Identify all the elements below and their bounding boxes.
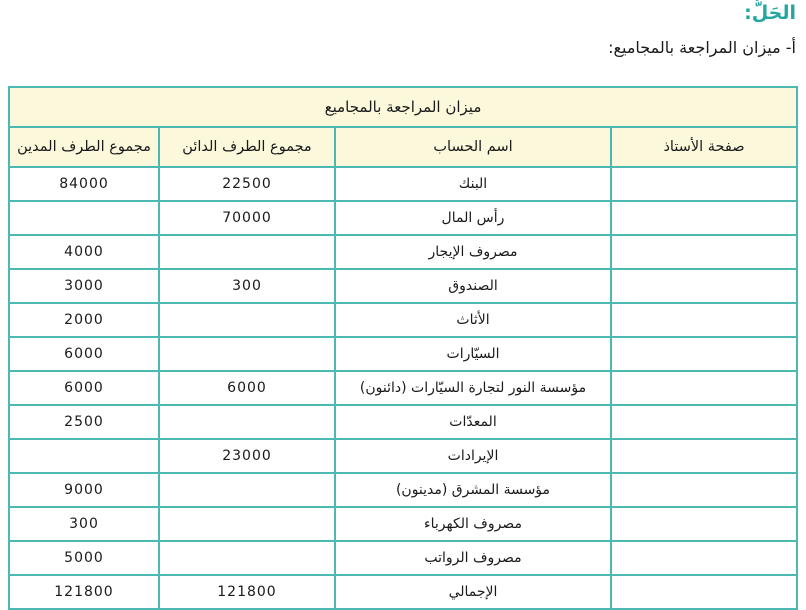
cell-credit-total [159, 303, 335, 337]
table-row [9, 405, 797, 439]
cell-account-name: مؤسسة المشرق (مدينون) [335, 473, 611, 507]
column-header-credit-total: مجموع الطرف الدائن [159, 127, 335, 167]
cell-ledger-page [611, 371, 797, 405]
cell-account-name: الأثاث [335, 303, 611, 337]
cell-account-name: مصروف الكهرباء [335, 507, 611, 541]
table-row [9, 371, 797, 405]
cell-account-name: مصروف الرواتب [335, 541, 611, 575]
cell-debit-total: 2000 [9, 303, 159, 337]
table-row [9, 473, 797, 507]
table-head [9, 87, 797, 167]
table-row [9, 439, 797, 473]
cell-credit-total: 121800 [159, 575, 335, 609]
cell-account-name: الصندوق [335, 269, 611, 303]
table-row [9, 235, 797, 269]
section-heading: أ- ميزان المراجعة بالمجاميع: [608, 38, 796, 57]
cell-debit-total: 6000 [9, 337, 159, 371]
cell-ledger-page [611, 507, 797, 541]
cell-ledger-page [611, 201, 797, 235]
table-row [9, 201, 797, 235]
cell-ledger-page [611, 541, 797, 575]
cell-credit-total [159, 507, 335, 541]
table-row [9, 167, 797, 201]
cell-credit-total: 23000 [159, 439, 335, 473]
cell-account-name: مؤسسة النور لتجارة السيّارات (دائنون) [335, 371, 611, 405]
cell-ledger-page [611, 405, 797, 439]
cell-credit-total [159, 337, 335, 371]
cell-credit-total [159, 235, 335, 269]
cell-account-name: المعدّات [335, 405, 611, 439]
cell-ledger-page [611, 303, 797, 337]
cell-credit-total [159, 473, 335, 507]
cell-debit-total: 2500 [9, 405, 159, 439]
cell-credit-total [159, 541, 335, 575]
table-header-row [9, 127, 797, 167]
cell-account-name: الإجمالي [335, 575, 611, 609]
table-row [9, 337, 797, 371]
cell-credit-total [159, 405, 335, 439]
table-caption: ميزان المراجعة بالمجاميع [9, 87, 797, 127]
cell-debit-total: 121800 [9, 575, 159, 609]
cell-debit-total: 84000 [9, 167, 159, 201]
cell-ledger-page [611, 337, 797, 371]
trial-balance-table [8, 86, 798, 610]
cell-debit-total: 3000 [9, 269, 159, 303]
cell-account-name: مصروف الإيجار [335, 235, 611, 269]
solution-heading: الحَلُّ: [744, 2, 796, 24]
cell-credit-total: 300 [159, 269, 335, 303]
cell-ledger-page [611, 269, 797, 303]
cell-debit-total: 4000 [9, 235, 159, 269]
cell-credit-total: 70000 [159, 201, 335, 235]
cell-account-name: رأس المال [335, 201, 611, 235]
cell-account-name: البنك [335, 167, 611, 201]
table-row [9, 303, 797, 337]
cell-debit-total: 5000 [9, 541, 159, 575]
cell-debit-total: 9000 [9, 473, 159, 507]
table-row [9, 507, 797, 541]
cell-debit-total: 6000 [9, 371, 159, 405]
column-header-ledger-page: صفحة الأستاذ [611, 127, 797, 167]
table-row [9, 269, 797, 303]
table-caption-row [9, 87, 797, 127]
cell-ledger-page [611, 575, 797, 609]
cell-account-name: الإيرادات [335, 439, 611, 473]
trial-balance-table-container [10, 86, 798, 610]
table-row [9, 541, 797, 575]
cell-debit-total: 300 [9, 507, 159, 541]
table-body [9, 167, 797, 609]
cell-ledger-page [611, 167, 797, 201]
cell-ledger-page [611, 439, 797, 473]
table-row [9, 575, 797, 609]
cell-debit-total [9, 201, 159, 235]
cell-account-name: السيّارات [335, 337, 611, 371]
column-header-account-name: اسم الحساب [335, 127, 611, 167]
column-header-debit-total: مجموع الطرف المدين [9, 127, 159, 167]
cell-ledger-page [611, 473, 797, 507]
cell-debit-total [9, 439, 159, 473]
cell-credit-total: 6000 [159, 371, 335, 405]
cell-ledger-page [611, 235, 797, 269]
cell-credit-total: 22500 [159, 167, 335, 201]
